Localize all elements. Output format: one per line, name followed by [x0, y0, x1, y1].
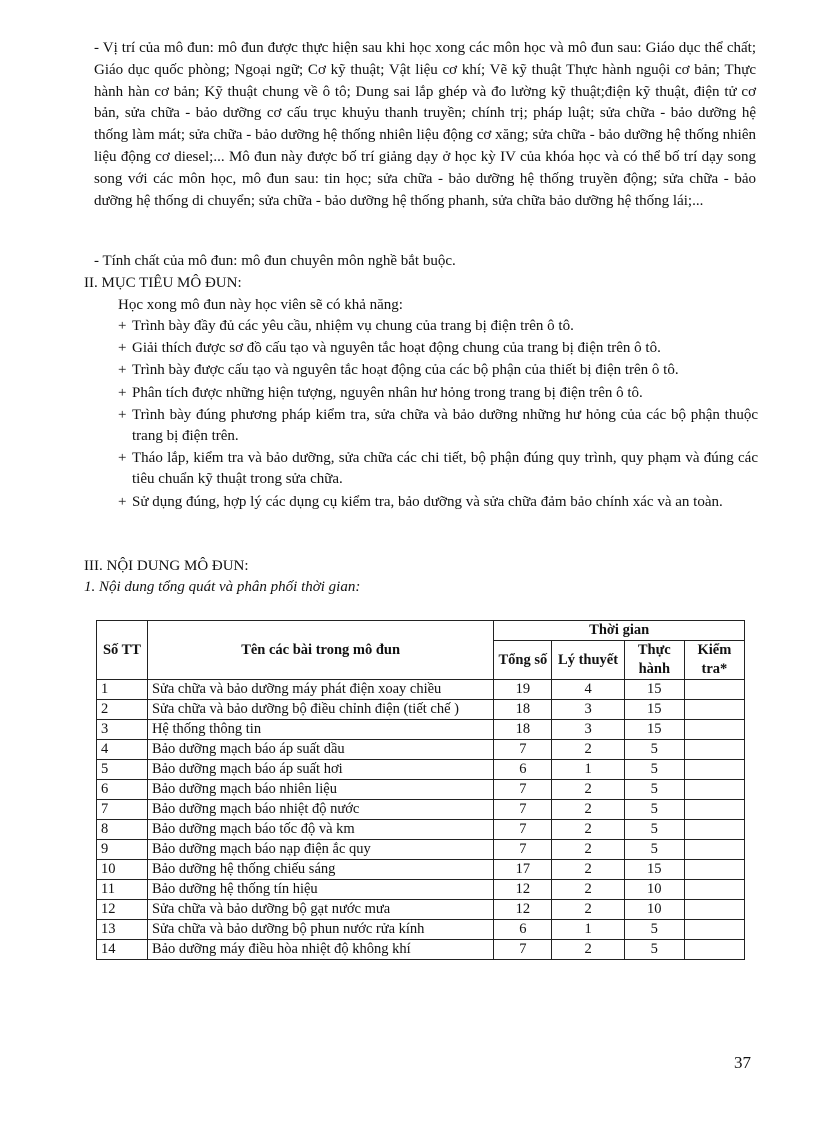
lesson-name: Bảo dưỡng hệ thống tín hiệu: [147, 880, 493, 900]
theory-hours: 2: [552, 800, 624, 820]
table-row: [97, 820, 745, 840]
theory-hours: 3: [552, 720, 624, 740]
objective-marker: +: [118, 340, 127, 357]
test-hours: [684, 840, 744, 860]
row-number: 12: [97, 900, 148, 920]
lesson-name: Sửa chữa và bảo dưỡng bộ điều chỉnh điện (tiết chế ): [147, 700, 493, 720]
table-body: [97, 680, 745, 960]
row-number: 11: [97, 880, 148, 900]
module-schedule-table: [96, 620, 745, 960]
practice-hours: 10: [624, 880, 684, 900]
total-hours: 6: [494, 760, 552, 780]
objective-item: [118, 338, 758, 359]
row-number: 13: [97, 920, 148, 940]
table-row: [97, 860, 745, 880]
practice-hours: 5: [624, 760, 684, 780]
header-test: Kiểm tra*: [684, 641, 744, 680]
theory-hours: 2: [552, 940, 624, 960]
objectives-intro: Học xong mô đun này học viên sẽ có khả năng:: [118, 297, 403, 313]
objective-text: Tháo lắp, kiểm tra và bảo dưỡng, sửa chữa các chi tiết, bộ phận đúng quy trình, quy phạm và đúng các tiêu chuẩn kỹ thuật trong sửa chữa.: [132, 450, 758, 488]
lesson-name: Bảo dưỡng mạch báo tốc độ và km: [147, 820, 493, 840]
objective-text: Sử dụng đúng, hợp lý các dụng cụ kiểm tra, bảo dưỡng và sửa chữa đảm bảo chính xác và an toàn.: [132, 493, 723, 510]
table-row: [97, 700, 745, 720]
header-theory: Lý thuyết: [552, 641, 624, 680]
practice-hours: 10: [624, 900, 684, 920]
lesson-name: Bảo dưỡng mạch báo nạp điện ắc quy: [147, 840, 493, 860]
theory-hours: 3: [552, 700, 624, 720]
header-lesson-name: Tên các bài trong mô đun: [147, 621, 493, 680]
objectives-list: [118, 316, 758, 514]
total-hours: 12: [494, 880, 552, 900]
theory-hours: 2: [552, 780, 624, 800]
total-hours: 17: [494, 860, 552, 880]
objective-item: [118, 316, 758, 337]
test-hours: [684, 680, 744, 700]
table-row: [97, 760, 745, 780]
practice-hours: 5: [624, 800, 684, 820]
total-hours: 7: [494, 940, 552, 960]
row-number: 5: [97, 760, 148, 780]
total-hours: 6: [494, 920, 552, 940]
test-hours: [684, 800, 744, 820]
total-hours: 12: [494, 900, 552, 920]
objective-marker: +: [118, 493, 127, 510]
lesson-name: Bảo dưỡng mạch báo áp suất hơi: [147, 760, 493, 780]
header-stt: Số TT: [97, 621, 148, 680]
row-number: 4: [97, 740, 148, 760]
header-total: Tổng số: [494, 641, 552, 680]
section-iii-subheading: 1. Nội dung tổng quát và phân phối thời gian:: [84, 579, 361, 595]
theory-hours: 4: [552, 680, 624, 700]
test-hours: [684, 760, 744, 780]
test-hours: [684, 900, 744, 920]
table-row: [97, 740, 745, 760]
table-row: [97, 780, 745, 800]
objective-item: [118, 492, 758, 513]
total-hours: 7: [494, 780, 552, 800]
test-hours: [684, 920, 744, 940]
test-hours: [684, 700, 744, 720]
objective-marker: +: [118, 362, 127, 379]
objective-text: Trình bày đúng phương pháp kiểm tra, sửa chữa và bảo dưỡng những hư hỏng của các bộ phận thuộc trang bị điện trên.: [132, 406, 758, 445]
theory-hours: 2: [552, 840, 624, 860]
lesson-name: Bảo dưỡng mạch báo áp suất dầu: [147, 740, 493, 760]
practice-hours: 15: [624, 700, 684, 720]
theory-hours: 2: [552, 820, 624, 840]
total-hours: 18: [494, 720, 552, 740]
theory-hours: 2: [552, 740, 624, 760]
objective-text: Phân tích được những hiện tượng, nguyên nhân hư hỏng trong trang bị điện trên ô tô.: [132, 384, 643, 401]
practice-hours: 5: [624, 920, 684, 940]
page-number: 37: [734, 1053, 751, 1072]
section-ii-heading: II. MỤC TIÊU MÔ ĐUN:: [84, 275, 242, 291]
practice-hours: 5: [624, 740, 684, 760]
theory-hours: 1: [552, 920, 624, 940]
row-number: 7: [97, 800, 148, 820]
objective-item: [118, 448, 758, 490]
lesson-name: Sửa chữa và bảo dưỡng máy phát điện xoay chiều: [147, 680, 493, 700]
table-row: [97, 720, 745, 740]
total-hours: 19: [494, 680, 552, 700]
total-hours: 7: [494, 740, 552, 760]
table-row: [97, 920, 745, 940]
practice-hours: 5: [624, 840, 684, 860]
lesson-name: Bảo dưỡng máy điều hòa nhiệt độ không khí: [147, 940, 493, 960]
row-number: 6: [97, 780, 148, 800]
row-number: 3: [97, 720, 148, 740]
objective-item: [118, 405, 758, 447]
total-hours: 7: [494, 800, 552, 820]
test-hours: [684, 940, 744, 960]
practice-hours: 5: [624, 780, 684, 800]
practice-hours: 15: [624, 860, 684, 880]
table-row: [97, 680, 745, 700]
objective-marker: +: [118, 450, 127, 467]
objective-item: [118, 383, 758, 404]
theory-hours: 2: [552, 860, 624, 880]
row-number: 1: [97, 680, 148, 700]
objective-text: Giải thích được sơ đồ cấu tạo và nguyên tắc hoạt động chung của trang bị điện trên ô tô.: [132, 340, 661, 357]
test-hours: [684, 740, 744, 760]
header-time: Thời gian: [494, 621, 745, 641]
row-number: 8: [97, 820, 148, 840]
table-row: [97, 840, 745, 860]
practice-hours: 5: [624, 940, 684, 960]
objective-marker: +: [118, 406, 127, 423]
theory-hours: 2: [552, 880, 624, 900]
objective-item: [118, 360, 758, 381]
row-number: 14: [97, 940, 148, 960]
test-hours: [684, 720, 744, 740]
row-number: 10: [97, 860, 148, 880]
objective-marker: +: [118, 384, 127, 401]
module-position-text: - Vị trí của mô đun: mô đun được thực hiện sau khi học xong các môn học và mô đun sau: Giáo dục thể chất; Giáo dục quốc phòng; Ngoại ngữ; Cơ kỹ thuật; Vật liệu cơ khí; Vẽ kỹ thuật Thực hành nguội cơ bản; Thực hành hàn cơ bản; Kỹ thuật chung về ô tô; Dung sai lắp ghép và đo lường kỹ thuật;điện kỹ thuật, điện tử cơ bản, sửa chữa - bảo dưỡng cơ cấu trục khuỷu thanh truyền; chính trị; pháp luật; sửa chữa - bảo dưỡng hệ thống làm mát; sửa chữa - bảo dưỡng hệ thống nhiên liệu động cơ xăng; sửa chữa - bảo dưỡng hệ thống nhiên liệu động cơ diesel;... Mô đun này được bố trí giảng dạy ở học kỳ IV của khóa học và có thể bố trí dạy song song với các môn học, mô đun sau: tin học; sửa chữa - bảo dưỡng hệ thống truyền động; sửa chữa - bảo dưỡng hệ thống di chuyển; sửa chữa - bảo dưỡng hệ thống phanh, sửa chữa bảo dưỡng hệ thống lái;...: [94, 40, 756, 209]
theory-hours: 1: [552, 760, 624, 780]
theory-hours: 2: [552, 900, 624, 920]
row-number: 2: [97, 700, 148, 720]
total-hours: 7: [494, 820, 552, 840]
test-hours: [684, 860, 744, 880]
objective-marker: +: [118, 318, 127, 334]
lesson-name: Hệ thống thông tin: [147, 720, 493, 740]
test-hours: [684, 780, 744, 800]
practice-hours: 15: [624, 680, 684, 700]
total-hours: 18: [494, 700, 552, 720]
table-row: [97, 800, 745, 820]
lesson-name: Bảo dưỡng mạch báo nhiệt độ nước: [147, 800, 493, 820]
lesson-name: Sửa chữa và bảo dưỡng bộ gạt nước mưa: [147, 900, 493, 920]
section-iii-heading: III. NỘI DUNG MÔ ĐUN:: [84, 558, 249, 574]
lesson-name: Bảo dưỡng mạch báo nhiên liệu: [147, 780, 493, 800]
objective-text: Trình bày được cấu tạo và nguyên tắc hoạt động của các bộ phận của thiết bị điện trên ô tô.: [132, 362, 679, 379]
total-hours: 7: [494, 840, 552, 860]
lesson-name: Sửa chữa và bảo dưỡng bộ phun nước rửa kính: [147, 920, 493, 940]
table-row: [97, 940, 745, 960]
table-row: [97, 880, 745, 900]
practice-hours: 5: [624, 820, 684, 840]
practice-hours: 15: [624, 720, 684, 740]
header-practice: Thực hành: [624, 641, 684, 680]
objective-text: Trình bày đầy đủ các yêu cầu, nhiệm vụ chung của trang bị điện trên ô tô.: [132, 318, 574, 334]
test-hours: [684, 880, 744, 900]
row-number: 9: [97, 840, 148, 860]
table-row: [97, 900, 745, 920]
test-hours: [684, 820, 744, 840]
module-nature-text: - Tính chất của mô đun: mô đun chuyên môn nghề bắt buộc.: [94, 253, 456, 269]
lesson-name: Bảo dưỡng hệ thống chiếu sáng: [147, 860, 493, 880]
